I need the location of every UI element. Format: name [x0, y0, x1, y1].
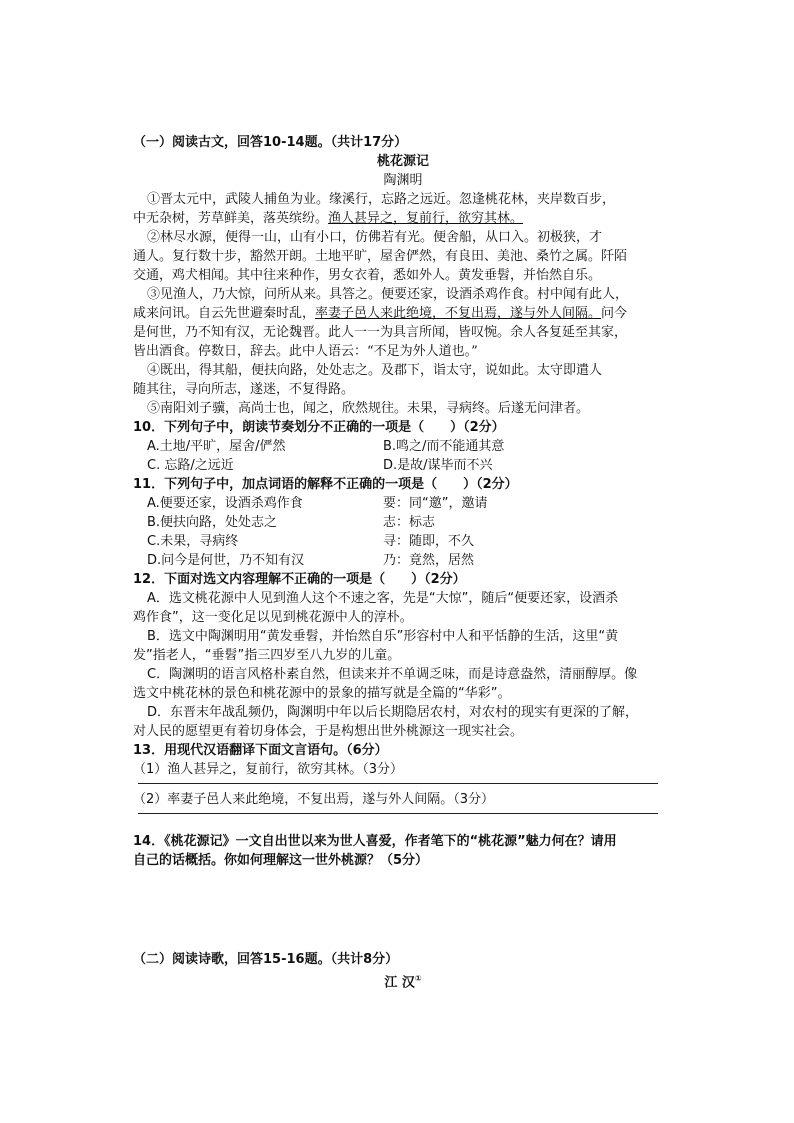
q10-option-d: D.是故/谋毕而不兴	[383, 458, 493, 473]
q13-sentence-1: （1）渔人甚异之，复前行，欲穷其林。（3分）	[133, 762, 404, 777]
passage-text: 咸来问讯。自云先世避秦时乱，	[133, 306, 316, 321]
passage-p1-line1: ①晋太元中，武陵人捕鱼为业。缘溪行，忘路之远近。忽逢桃花林，夹岸数百步，	[147, 192, 616, 207]
answer-line	[138, 783, 658, 784]
q12-option-a-line1: A．选文桃花源中人见到渔人这个不速之客，先是“大惊”，随后“便要还家，设酒杀	[147, 591, 619, 606]
passage-p5: ⑤南阳刘子骥，高尚士也，闻之，欣然规往。未果，寻病终。后遂无问津者。	[147, 401, 590, 416]
q12-stem: 12．下面对选文内容理解不正确的一项是（ ）（2分）	[133, 572, 466, 587]
q10-option-c: C. 忘路/之远近	[147, 458, 234, 473]
q12-option-c-line1: C．陶渊明的语言风格朴素自然，但读来并不单调乏味，而是诗意盎然，清丽醇厚。像	[147, 667, 638, 682]
q13-sentence-2: （2）率妻子邑人来此绝境，不复出焉，遂与外人间隔。（3分）	[133, 792, 495, 807]
q12-option-d-line1: D．东晋末年战乱频仍，陶渊明中年以后长期隐居农村，对农村的现实有更深的了解，	[147, 705, 639, 720]
q11-option-c-explanation: 寻：随即，不久	[383, 534, 475, 549]
q11-option-d: D.问今是何世，乃不知有汉	[147, 553, 305, 568]
passage-title: 桃花源记	[376, 154, 429, 169]
footnote-marker: ①	[414, 974, 422, 983]
q10-stem: 10．下列句子中，朗读节奏划分不正确的一项是（ ）（2分）	[133, 420, 505, 435]
passage-p3-line4: 皆出酒食。停数日，辞去。此中人语云：“不足为外人道也。”	[133, 344, 478, 359]
passage-p2-line2: 通人。复行数十步，豁然开朗。土地平旷，屋舍俨然，有良田、美池、桑竹之属。阡陌	[133, 249, 628, 264]
q12-option-a-line2: 鸡作食”，这一变化足以见到桃花源中人的淳朴。	[133, 610, 413, 625]
passage-p2-line1: ②林尽水源，便得一山，山有小口，仿佛若有光。便舍船，从口入。初极狭，才	[147, 230, 603, 245]
q11-option-d-explanation: 乃：竟然，居然	[383, 553, 475, 568]
passage-p1-line2	[133, 209, 673, 228]
q12-option-d-line2: 对人民的愿望更有着切身体会，于是构想出世外桃源这一现实社会。	[133, 724, 524, 739]
section1-heading: （一）阅读古文，回答10-14题。（共计17分）	[133, 135, 408, 150]
q13-stem: 13．用现代汉语翻译下面文言语句。（6分）	[133, 743, 388, 758]
passage-text: 问今	[601, 306, 628, 321]
q14-line2: 自己的话概括。你如何理解这一世外桃源？（5分）	[133, 853, 429, 868]
answer-line	[138, 813, 658, 814]
q11-option-b: B.便扶向路，处处志之	[147, 515, 278, 530]
q11-option-b-explanation: 志：标志	[383, 515, 436, 530]
q10-option-a: A.土地/平旷，屋舍/俨然	[147, 439, 286, 454]
passage-p4-line1: ④既出，得其船，便扶向路，处处志之。及郡下，诣太守，说如此。太守即遣人	[147, 363, 603, 378]
q11-option-a: A.便要还家，设酒杀鸡作食	[147, 496, 303, 511]
underlined-sentence-2: 率妻子邑人来此绝境，不复出焉，遂与外人间隔。	[315, 306, 602, 321]
poem-title-text: 江 汉	[384, 975, 415, 991]
passage-p3-line2	[133, 304, 673, 323]
passage-text: 中无杂树，芳草鲜美，落英缤纷。	[133, 211, 329, 226]
q14-line1: 14．《桃花源记》一文自出世以来为世人喜爱，作者笔下的“桃花源”魅力何在？请用	[133, 834, 617, 849]
passage-p2-line3: 交通，鸡犬相闻。其中往来种作，男女衣着，悉如外人。黄发垂髫，并怡然自乐。	[133, 268, 602, 283]
poem-title	[133, 969, 673, 992]
q11-stem: 11．下列句子中，加点词语的解释不正确的一项是（ ）（2分）	[133, 477, 518, 492]
q11-option-c: C.未果，寻病终	[147, 534, 239, 549]
q12-option-b-line2: 发”指老人，“垂髫”指三四岁至八九岁的儿童。	[133, 648, 401, 663]
section2-heading: （二）阅读诗歌，回答15-16题。（共计8分）	[133, 952, 399, 967]
q12-option-b-line1: B．选文中陶渊明用“黄发垂髫，并怡然自乐”形容村中人和平恬静的生活，这里“黄	[147, 629, 619, 644]
q12-option-c-line2: 选文中桃花林的景色和桃花源中的景象的描写就是全篇的“华彩”。	[133, 686, 511, 701]
q10-option-b: B.鸣之/而不能通其意	[383, 439, 505, 454]
passage-author: 陶渊明	[383, 173, 423, 188]
underlined-sentence-1: 渔人甚异之，复前行，欲穷其林。	[328, 211, 524, 226]
q11-option-a-explanation: 要：同“邀”，邀请	[383, 496, 488, 511]
passage-p4-line2: 随其往，寻向所志，遂迷，不复得路。	[133, 382, 355, 397]
passage-p3-line3: 是何世，乃不知有汉，无论魏晋。此人一一为具言所闻，皆叹惋。余人各复延至其家，	[133, 325, 628, 340]
passage-p3-line1: ③见渔人，乃大惊，问所从来。具答之。便要还家，设酒杀鸡作食。村中闻有此人，	[147, 287, 629, 302]
